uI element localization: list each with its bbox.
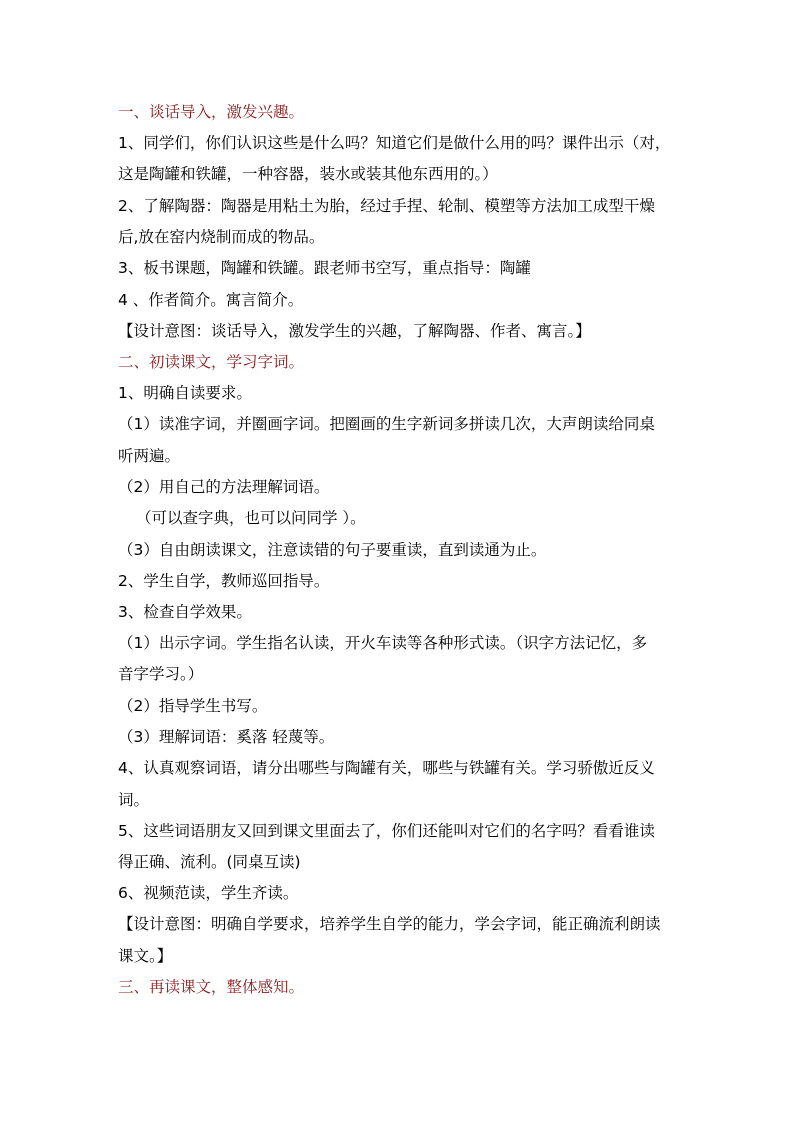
paragraph-line: 1、同学们，你们认识这些是什么吗？知道它们是做什么用的吗？课件出示（对， <box>118 134 671 152</box>
paragraph-line: 听两遍。 <box>118 447 181 465</box>
design-intent-2: 【设计意图：明确自学要求，培养学生自学的能力，学会字词，能正确流利朗读 <box>118 915 661 933</box>
paragraph-line: （可以查字典，也可以问同学 ）。 <box>136 509 366 527</box>
paragraph-line: 4 、作者简介。寓言简介。 <box>118 291 304 309</box>
section-heading-3: 三、再读课文，整体感知。 <box>118 978 305 996</box>
paragraph-line: 3、板书课题，陶罐和铁罐。跟老师书空写，重点指导：陶罐 <box>118 259 531 277</box>
paragraph-line: 得正确、流利。(同桌互读) <box>118 853 301 871</box>
section-heading-1: 一、谈话导入，激发兴趣。 <box>118 103 305 121</box>
paragraph-line: 5、这些词语朋友又回到课文里面去了，你们还能叫对它们的名字吗？看看谁读 <box>118 822 655 840</box>
paragraph-line: （3）理解词语：奚落 轻蔑等。 <box>118 728 335 746</box>
paragraph-line: （1）读准字词，并圈画字词。把圈画的生字新词多拼读几次，大声朗读给同桌 <box>118 415 655 433</box>
paragraph-line: 6、视频范读，学生齐读。 <box>118 884 299 902</box>
paragraph-line: 2、学生自学，教师巡回指导。 <box>118 572 330 590</box>
paragraph-line: 4、认真观察词语，请分出哪些与陶罐有关，哪些与铁罐有关。学习骄傲近反义 <box>118 759 655 777</box>
section-heading-2: 二、初读课文，学习字词。 <box>118 353 305 371</box>
paragraph-line: （2）用自己的方法理解词语。 <box>118 478 330 496</box>
paragraph-line: （2）指导学生书写。 <box>118 697 268 715</box>
paragraph-line: 1、明确自读要求。 <box>118 384 252 402</box>
paragraph-line: （3）自由朗读课文，注意读错的句子要重读，直到读通为止。 <box>118 541 547 559</box>
paragraph-line: 后,放在窑内烧制而成的物品。 <box>118 228 325 246</box>
paragraph-line: 词。 <box>118 791 150 809</box>
paragraph-line: 2、了解陶器：陶器是用粘土为胎，经过手捏、轮制、模塑等方法加工成型干燥 <box>118 197 655 215</box>
paragraph-line: （1）出示字词。学生指名认读，开火车读等各种形式读。（识字方法记忆，多 <box>118 634 648 652</box>
paragraph-line: 3、检查自学效果。 <box>118 603 252 621</box>
paragraph-line: 这是陶罐和铁罐，一种容器，装水或装其他东西用的。） <box>118 165 498 183</box>
paragraph-line: 音字学习。） <box>118 665 204 683</box>
design-intent-2-cont: 课文。】 <box>118 947 173 965</box>
design-intent-1: 【设计意图：谈话导入，激发学生的兴趣，了解陶器、作者、寓言。】 <box>118 322 591 340</box>
